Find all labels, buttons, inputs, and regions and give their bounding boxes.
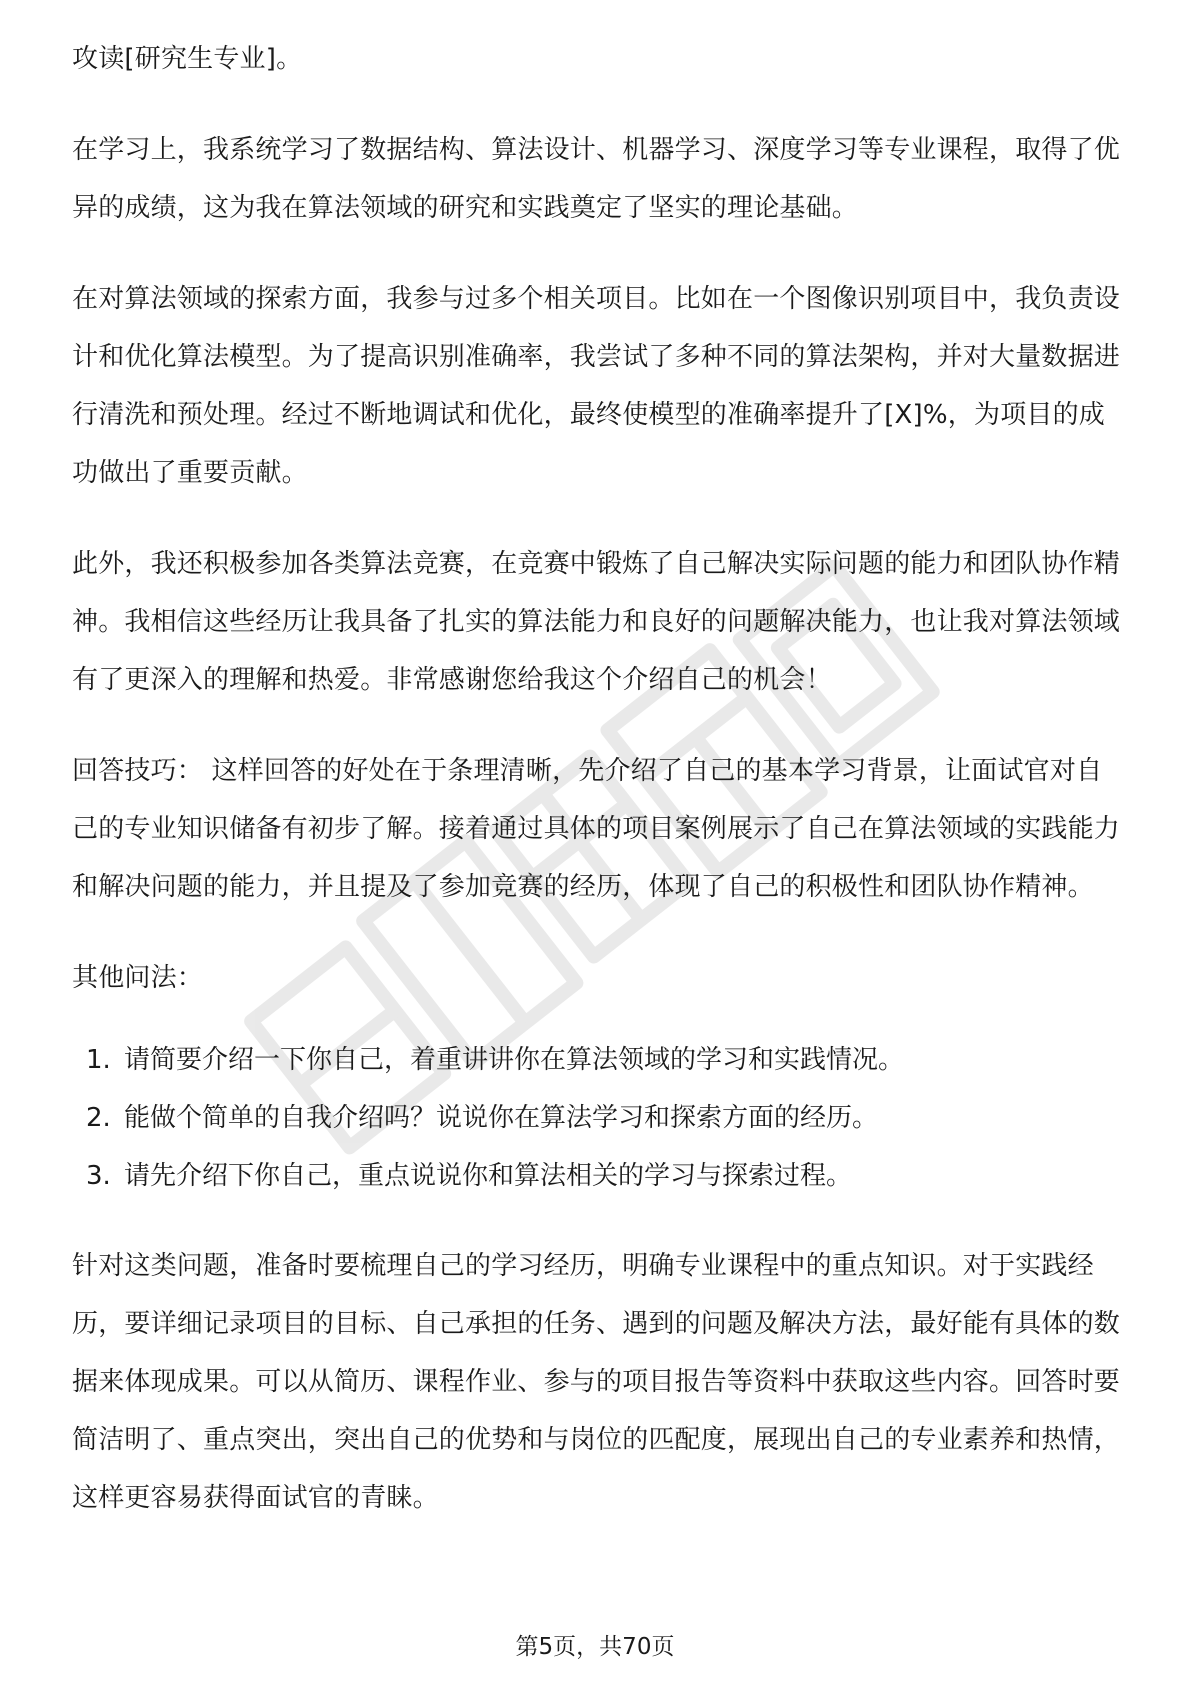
paragraph-study: 在学习上，我系统学习了数据结构、算法设计、机器学习、深度学习等专业课程，取得了优异的成绩，这为我在算法领域的研究和实践奠定了坚实的理论基础。	[72, 135, 1121, 223]
paragraph-intro-end: 攻读[研究生专业]。	[72, 44, 303, 74]
paragraph-competitions: 此外，我还积极参加各类算法竞赛，在竞赛中锻炼了自己解决实际问题的能力和团队协作精神。我相信这些经历让我具备了扎实的算法能力和良好的问题解决能力，也让我对算法领域有了更深入的理解和热爱。非常感谢您给我这个介绍自己的机会！	[72, 549, 1121, 695]
list-item-number: 1.	[86, 1045, 111, 1075]
list-item-text: 请先介绍下你自己，重点说说你和算法相关的学习与探索过程。	[124, 1161, 853, 1191]
paragraph-preparation-advice: 针对这类问题，准备时要梳理自己的学习经历，明确专业课程中的重点知识。对于实践经历，要详细记录项目的目标、自己承担的任务、遇到的问题及解决方法，最好能有具体的数据来体现成果。可以从简历、课程作业、参与的项目报告等资料中获取这些内容。回答时要简洁明了、重点突出，突出自己的优势和与岗位的匹配度，展现出自己的专业素养和热情，这样更容易获得面试官的青睐。	[72, 1251, 1121, 1513]
list-item-text: 能做个简单的自我介绍吗？说说你在算法学习和探索方面的经历。	[124, 1103, 879, 1133]
list-item-text: 请简要介绍一下你自己，着重讲讲你在算法领域的学习和实践情况。	[124, 1045, 905, 1075]
list-item-number: 2.	[86, 1103, 111, 1133]
list-item	[86, 1147, 1122, 1205]
page-number-footer: 第5页，共70页	[515, 1634, 675, 1660]
list-item	[86, 1031, 1122, 1089]
list-item	[86, 1089, 1122, 1147]
alt-questions-list	[72, 1031, 1122, 1205]
paragraph-answer-tips: 回答技巧： 这样回答的好处在于条理清晰，先介绍了自己的基本学习背景，让面试官对自己的专业知识储备有初步了解。接着通过具体的项目案例展示了自己在算法领域的实践能力和解决问题的能力，并且提及了参加竞赛的经历，体现了自己的积极性和团队协作精神。	[72, 756, 1121, 902]
paragraph-projects: 在对算法领域的探索方面，我参与过多个相关项目。比如在一个图像识别项目中，我负责设计和优化算法模型。为了提高识别准确率，我尝试了多种不同的算法架构，并对大量数据进行清洗和预处理。经过不断地调试和优化，最终使模型的准确率提升了[X]%，为项目的成功做出了重要贡献。	[72, 284, 1121, 488]
document-body	[72, 30, 1122, 1560]
paragraph-other-asks-heading: 其他问法：	[72, 963, 204, 993]
list-item-number: 3.	[86, 1161, 111, 1191]
